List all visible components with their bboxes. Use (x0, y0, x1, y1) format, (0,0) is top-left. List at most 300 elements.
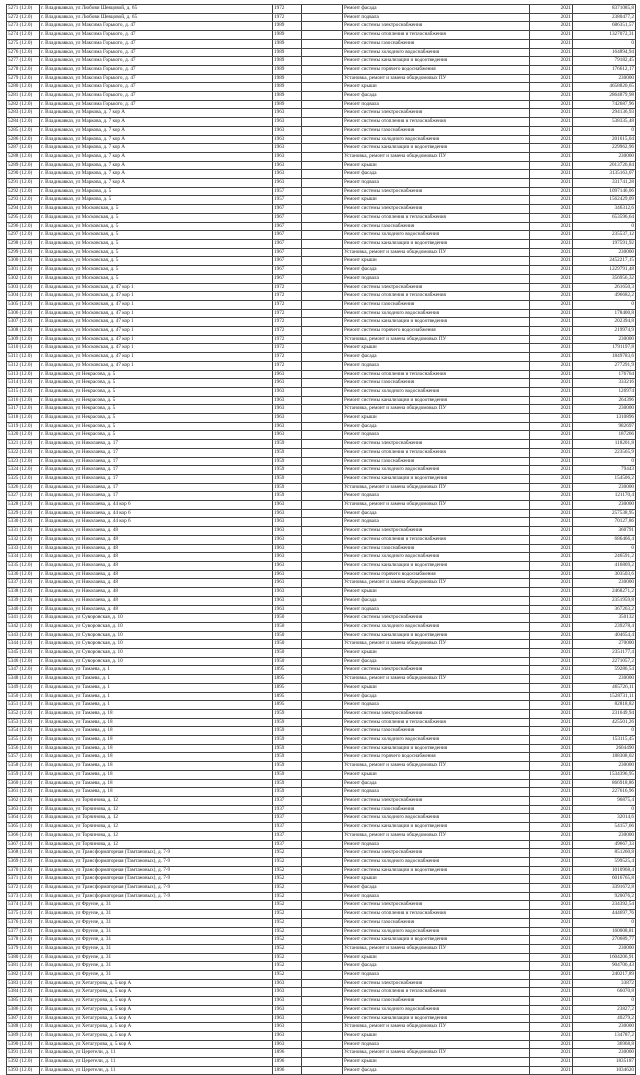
cost-cell: 79443 (573, 466, 636, 475)
address-cell: г. Владикавказ, ул Фрунзе, д. 31 (40, 927, 273, 936)
work-type-cell: Установка, ремонт и замена общедомовых ПУ (343, 501, 530, 510)
address-cell: г. Владикавказ, ул Тамаева, д. 18 (40, 753, 273, 762)
table-row (7, 57, 636, 66)
row-number-cell: 5272 (12.0) (7, 13, 40, 22)
plan-year-cell: 2021 (530, 770, 573, 779)
cost-cell: 1835187 (573, 1058, 636, 1067)
row-number-cell: 5342 (12.0) (7, 622, 40, 631)
cost-cell: 230000 (573, 675, 636, 684)
cost-cell: 331741,28 (573, 179, 636, 188)
empty-cell (302, 205, 343, 214)
cost-cell: 234392,54 (573, 901, 636, 910)
build-year-cell: 1959 (273, 753, 302, 762)
plan-year-cell: 2021 (530, 48, 573, 57)
row-number-cell: 5340 (12.0) (7, 605, 40, 614)
cost-cell: 49667,33 (573, 840, 636, 849)
empty-cell (302, 31, 343, 40)
plan-year-cell: 2021 (530, 1005, 573, 1014)
address-cell: г. Владикавказ, ул Тамаева, д. 18 (40, 718, 273, 727)
cost-cell: 2271057,2 (573, 657, 636, 666)
cost-cell: 2013726,84 (573, 161, 636, 170)
plan-year-cell: 2021 (530, 553, 573, 562)
build-year-cell: 1972 (273, 309, 302, 318)
plan-year-cell: 2021 (530, 527, 573, 536)
work-type-cell: Ремонт системы отопления и теплоснабжения (343, 535, 530, 544)
address-cell: г. Владикавказ, ул Николаева, д. 48 (40, 588, 273, 597)
plan-year-cell: 2021 (530, 562, 573, 571)
plan-year-cell: 2021 (530, 405, 573, 414)
work-type-cell: Ремонт системы газоснабжения (343, 727, 530, 736)
empty-cell (302, 1066, 343, 1075)
cost-cell: 70127,86 (573, 518, 636, 527)
build-year-cell: 1963 (273, 527, 302, 536)
build-year-cell: 1989 (273, 74, 302, 83)
cost-cell: 866918,86 (573, 779, 636, 788)
table-row (7, 379, 636, 388)
address-cell: г. Владикавказ, ул Максима Горького, д. 47 (40, 100, 273, 109)
build-year-cell: 1959 (273, 718, 302, 727)
cost-cell: 2468271,2 (573, 588, 636, 597)
plan-year-cell: 2021 (530, 997, 573, 1006)
table-row (7, 553, 636, 562)
row-number-cell: 5288 (12.0) (7, 152, 40, 161)
build-year-cell: 1957 (273, 196, 302, 205)
cost-cell: 1849783,6 (573, 353, 636, 362)
table-row (7, 74, 636, 83)
row-number-cell: 5357 (12.0) (7, 753, 40, 762)
plan-year-cell: 2021 (530, 857, 573, 866)
table-row (7, 353, 636, 362)
cost-cell: 178400,8 (573, 309, 636, 318)
build-year-cell: 1963 (273, 379, 302, 388)
table-row (7, 849, 636, 858)
address-cell: г. Владикавказ, ул Максима Горького, д. 47 (40, 57, 273, 66)
row-number-cell: 5393 (12.0) (7, 1066, 40, 1075)
row-number-cell: 5319 (12.0) (7, 422, 40, 431)
build-year-cell: 1972 (273, 361, 302, 370)
build-year-cell: 1937 (273, 805, 302, 814)
work-type-cell: Ремонт фасада (343, 657, 530, 666)
row-number-cell: 5285 (12.0) (7, 126, 40, 135)
cost-cell: 1229791,48 (573, 266, 636, 275)
build-year-cell: 1989 (273, 83, 302, 92)
empty-cell (302, 257, 343, 266)
address-cell: г. Владикавказ, ул Николаева, д. 48 (40, 544, 273, 553)
build-year-cell: 1952 (273, 849, 302, 858)
table-row (7, 361, 636, 370)
cost-cell: 0 (573, 997, 636, 1006)
row-number-cell: 5337 (12.0) (7, 579, 40, 588)
cost-cell: 79182,45 (573, 57, 636, 66)
row-number-cell: 5330 (12.0) (7, 518, 40, 527)
build-year-cell: 1963 (273, 997, 302, 1006)
build-year-cell: 1963 (273, 518, 302, 527)
build-year-cell: 1963 (273, 370, 302, 379)
cost-cell: 219974,9 (573, 327, 636, 336)
empty-cell (302, 744, 343, 753)
empty-cell (302, 126, 343, 135)
empty-cell (302, 179, 343, 188)
cost-cell: 367263,2 (573, 605, 636, 614)
cost-cell: 1010968,4 (573, 866, 636, 875)
table-row (7, 179, 636, 188)
table-row (7, 83, 636, 92)
address-cell: г. Владикавказ, ул Максима Горького, д. 47 (40, 83, 273, 92)
build-year-cell: 1967 (273, 239, 302, 248)
empty-cell (302, 527, 343, 536)
table-row (7, 100, 636, 109)
plan-year-cell: 2021 (530, 422, 573, 431)
cost-cell: 176612,17 (573, 65, 636, 74)
plan-year-cell: 2021 (530, 701, 573, 710)
build-year-cell: 1989 (273, 48, 302, 57)
plan-year-cell: 2021 (530, 379, 573, 388)
address-cell: г. Владикавказ, ул Тамаева, д. 18 (40, 779, 273, 788)
build-year-cell: 1950 (273, 614, 302, 623)
empty-cell (302, 239, 343, 248)
work-type-cell: Ремонт системы канализации и водоотведения (343, 144, 530, 153)
address-cell: г. Владикавказ, ул Хетагурова, д. 5 кор А (40, 997, 273, 1006)
work-type-cell: Ремонт подвала (343, 788, 530, 797)
cost-cell: 229962,96 (573, 144, 636, 153)
address-cell: г. Владикавказ, ул Максима Горького, д. 47 (40, 74, 273, 83)
plan-year-cell: 2021 (530, 126, 573, 135)
work-type-cell: Установка, ремонт и замена общедомовых ПУ (343, 1049, 530, 1058)
work-type-cell: Ремонт системы электроснабжения (343, 109, 530, 118)
row-number-cell: 5350 (12.0) (7, 692, 40, 701)
plan-year-cell: 2021 (530, 257, 573, 266)
row-number-cell: 5311 (12.0) (7, 353, 40, 362)
work-type-cell: Ремонт системы электроснабжения (343, 527, 530, 536)
cost-cell: 0 (573, 544, 636, 553)
cost-cell: 231649,94 (573, 709, 636, 718)
empty-cell (302, 300, 343, 309)
empty-cell (302, 1049, 343, 1058)
work-type-cell: Ремонт системы электроснабжения (343, 614, 530, 623)
row-number-cell: 5280 (12.0) (7, 83, 40, 92)
address-cell: г. Владикавказ, ул Николаева, д. 44 кор 6 (40, 518, 273, 527)
plan-year-cell: 2021 (530, 631, 573, 640)
empty-cell (302, 474, 343, 483)
build-year-cell: 1959 (273, 736, 302, 745)
row-number-cell: 5368 (12.0) (7, 849, 40, 858)
address-cell: г. Владикавказ, ул Николаева, д. 48 (40, 527, 273, 536)
row-number-cell: 5282 (12.0) (7, 100, 40, 109)
work-type-cell: Ремонт подвала (343, 892, 530, 901)
address-cell: г. Владикавказ, ул Тамаева, д. 1 (40, 692, 273, 701)
plan-year-cell: 2021 (530, 266, 573, 275)
row-number-cell: 5386 (12.0) (7, 1005, 40, 1014)
address-cell: г. Владикавказ, ул Хетагурова, д. 5 кор А (40, 988, 273, 997)
empty-cell (302, 997, 343, 1006)
address-cell: г. Владикавказ, ул Торчинова, д. 12 (40, 823, 273, 832)
table-row (7, 518, 636, 527)
work-type-cell: Установка, ремонт и замена общедомовых ПУ (343, 762, 530, 771)
row-number-cell: 5299 (12.0) (7, 248, 40, 257)
cost-cell: 8371085,8 (573, 5, 636, 14)
table-row (7, 170, 636, 179)
table-row (7, 675, 636, 684)
work-type-cell: Ремонт системы газоснабжения (343, 126, 530, 135)
row-number-cell: 5326 (12.0) (7, 483, 40, 492)
empty-cell (302, 779, 343, 788)
empty-cell (302, 466, 343, 475)
cost-cell: 227616,96 (573, 788, 636, 797)
cost-cell: 444697,76 (573, 910, 636, 919)
table-row (7, 588, 636, 597)
address-cell: г. Владикавказ, ул Николаева, д. 48 (40, 579, 273, 588)
plan-year-cell: 2021 (530, 910, 573, 919)
build-year-cell: 1952 (273, 944, 302, 953)
row-number-cell: 5312 (12.0) (7, 361, 40, 370)
cost-cell: 346312,6 (573, 205, 636, 214)
build-year-cell: 1963 (273, 588, 302, 597)
cost-cell: 404654,4 (573, 631, 636, 640)
address-cell: г. Владикавказ, ул Маркова, д. 7 кор А (40, 161, 273, 170)
cost-cell: 201615,04 (573, 135, 636, 144)
cost-cell: 303503,6 (573, 570, 636, 579)
work-type-cell: Ремонт подвала (343, 274, 530, 283)
empty-cell (302, 944, 343, 953)
empty-cell (302, 170, 343, 179)
address-cell: г. Владикавказ, ул Тамаева, д. 18 (40, 762, 273, 771)
build-year-cell: 1967 (273, 274, 302, 283)
row-number-cell: 5271 (12.0) (7, 5, 40, 14)
work-type-cell: Ремонт системы холодного водоснабжения (343, 48, 530, 57)
work-type-cell: Ремонт системы электроснабжения (343, 709, 530, 718)
cost-cell: 0 (573, 918, 636, 927)
table-row (7, 31, 636, 40)
work-type-cell: Установка, ремонт и замена общедомовых ПУ (343, 831, 530, 840)
row-number-cell: 5384 (12.0) (7, 988, 40, 997)
table-row (7, 1023, 636, 1032)
empty-cell (302, 553, 343, 562)
row-number-cell: 5329 (12.0) (7, 509, 40, 518)
address-cell: г. Владикавказ, ул Некрасова, д. 5 (40, 370, 273, 379)
table-row (7, 535, 636, 544)
cost-cell: 2452217,15 (573, 257, 636, 266)
row-number-cell: 5308 (12.0) (7, 327, 40, 336)
empty-cell (302, 387, 343, 396)
address-cell: г. Владикавказ, ул Московская, д. 5 (40, 266, 273, 275)
empty-cell (302, 39, 343, 48)
build-year-cell: 1963 (273, 144, 302, 153)
row-number-cell: 5301 (12.0) (7, 266, 40, 275)
empty-cell (302, 875, 343, 884)
cost-cell: 350132 (573, 614, 636, 623)
build-year-cell: 1963 (273, 179, 302, 188)
row-number-cell: 5341 (12.0) (7, 614, 40, 623)
table-row (7, 483, 636, 492)
cost-cell: 3135163,07 (573, 170, 636, 179)
work-type-cell: Ремонт системы холодного водоснабжения (343, 309, 530, 318)
cost-cell: 356956,32 (573, 274, 636, 283)
table-row (7, 257, 636, 266)
address-cell: г. Владикавказ, ул Церетели, д. 11 (40, 1049, 273, 1058)
empty-cell (302, 440, 343, 449)
row-number-cell: 5277 (12.0) (7, 57, 40, 66)
table-row (7, 431, 636, 440)
row-number-cell: 5310 (12.0) (7, 344, 40, 353)
address-cell: г. Владикавказ, ул Фрунзе, д. 31 (40, 944, 273, 953)
plan-year-cell: 2021 (530, 614, 573, 623)
address-cell: г. Владикавказ, ул Московская, д. 47 кор 1 (40, 353, 273, 362)
cost-cell: 0 (573, 457, 636, 466)
address-cell: г. Владикавказ, ул Николаева, д. 17 (40, 440, 273, 449)
build-year-cell: 1896 (273, 1049, 302, 1058)
plan-year-cell: 2021 (530, 944, 573, 953)
table-row (7, 631, 636, 640)
empty-cell (302, 736, 343, 745)
plan-year-cell: 2021 (530, 675, 573, 684)
work-type-cell: Ремонт системы газоснабжения (343, 805, 530, 814)
plan-year-cell: 2021 (530, 248, 573, 257)
table-row (7, 118, 636, 127)
cost-cell: 118201,8 (573, 440, 636, 449)
cost-cell: 66070,8 (573, 988, 636, 997)
row-number-cell: 5281 (12.0) (7, 92, 40, 101)
empty-cell (302, 231, 343, 240)
work-type-cell: Ремонт системы канализации и водоотведения (343, 396, 530, 405)
row-number-cell: 5298 (12.0) (7, 239, 40, 248)
cost-cell: 197591,92 (573, 239, 636, 248)
plan-year-cell: 2021 (530, 918, 573, 927)
row-number-cell: 5358 (12.0) (7, 762, 40, 771)
empty-cell (302, 857, 343, 866)
work-type-cell: Установка, ремонт и замена общедомовых ПУ (343, 335, 530, 344)
work-type-cell: Установка, ремонт и замена общедомовых ПУ (343, 405, 530, 414)
build-year-cell: 1937 (273, 840, 302, 849)
address-cell: г. Владикавказ, ул Московская, д. 5 (40, 222, 273, 231)
build-year-cell: 1937 (273, 831, 302, 840)
build-year-cell: 1952 (273, 875, 302, 884)
plan-year-cell: 2021 (530, 718, 573, 727)
build-year-cell: 1989 (273, 92, 302, 101)
table-row (7, 161, 636, 170)
table-row (7, 509, 636, 518)
row-number-cell: 5306 (12.0) (7, 309, 40, 318)
cost-cell: 465726,11 (573, 683, 636, 692)
address-cell: г. Владикавказ, ул Церетели, д. 11 (40, 1058, 273, 1067)
table-row (7, 440, 636, 449)
build-year-cell: 1989 (273, 100, 302, 109)
row-number-cell: 5363 (12.0) (7, 805, 40, 814)
row-number-cell: 5389 (12.0) (7, 1031, 40, 1040)
build-year-cell: 1972 (273, 327, 302, 336)
address-cell: г. Владикавказ, ул Фрунзе, д. 31 (40, 918, 273, 927)
address-cell: г. Владикавказ, ул Тамаева, д. 18 (40, 709, 273, 718)
build-year-cell: 1972 (273, 292, 302, 301)
table-row (7, 614, 636, 623)
cost-cell: 235537,12 (573, 231, 636, 240)
empty-cell (302, 483, 343, 492)
work-type-cell: Ремонт фасада (343, 962, 530, 971)
build-year-cell: 1896 (273, 1058, 302, 1067)
build-year-cell: 1972 (273, 353, 302, 362)
table-body (7, 5, 636, 1075)
work-type-cell: Ремонт системы газоснабжения (343, 379, 530, 388)
table-row (7, 579, 636, 588)
cost-cell: 160008,81 (573, 927, 636, 936)
table-row (7, 927, 636, 936)
empty-cell (302, 22, 343, 31)
plan-year-cell: 2021 (530, 1014, 573, 1023)
work-type-cell: Ремонт крыши (343, 196, 530, 205)
row-number-cell: 5345 (12.0) (7, 649, 40, 658)
build-year-cell: 1952 (273, 962, 302, 971)
table-row (7, 65, 636, 74)
address-cell: г. Владикавказ, ул Московская, д. 47 кор 1 (40, 361, 273, 370)
row-number-cell: 5321 (12.0) (7, 440, 40, 449)
address-cell: г. Владикавказ, ул Маркова, д. 7 кор А (40, 135, 273, 144)
cost-cell: 176764 (573, 370, 636, 379)
work-type-cell: Ремонт системы холодного водоснабжения (343, 1005, 530, 1014)
empty-cell (302, 335, 343, 344)
build-year-cell: 1963 (273, 579, 302, 588)
build-year-cell: 1963 (273, 152, 302, 161)
work-type-cell: Ремонт подвала (343, 605, 530, 614)
table-row (7, 997, 636, 1006)
work-type-cell: Ремонт подвала (343, 179, 530, 188)
empty-cell (302, 344, 343, 353)
empty-cell (302, 979, 343, 988)
plan-year-cell: 2021 (530, 779, 573, 788)
row-number-cell: 5293 (12.0) (7, 196, 40, 205)
table-row (7, 501, 636, 510)
empty-cell (302, 535, 343, 544)
address-cell: г. Владикавказ, ул Маркова, д. 7 кор А (40, 179, 273, 188)
table-row (7, 718, 636, 727)
build-year-cell: 1963 (273, 605, 302, 614)
work-type-cell: Ремонт крыши (343, 344, 530, 353)
work-type-cell: Ремонт подвала (343, 971, 530, 980)
plan-year-cell: 2021 (530, 596, 573, 605)
row-number-cell: 5380 (12.0) (7, 953, 40, 962)
address-cell: г. Владикавказ, ул Максима Горького, д. 47 (40, 92, 273, 101)
work-type-cell: Ремонт системы электроснабжения (343, 666, 530, 675)
empty-cell (302, 414, 343, 423)
plan-year-cell: 2021 (530, 1058, 573, 1067)
plan-year-cell: 2021 (530, 988, 573, 997)
table-row (7, 318, 636, 327)
cost-cell: 230000 (573, 405, 636, 414)
table-row (7, 596, 636, 605)
cost-cell: 223565,9 (573, 448, 636, 457)
work-type-cell: Ремонт системы электроснабжения (343, 205, 530, 214)
work-type-cell: Ремонт крыши (343, 770, 530, 779)
empty-cell (302, 431, 343, 440)
row-number-cell: 5364 (12.0) (7, 814, 40, 823)
row-number-cell: 5390 (12.0) (7, 1040, 40, 1049)
plan-year-cell: 2021 (530, 640, 573, 649)
build-year-cell: 1963 (273, 509, 302, 518)
row-number-cell: 5355 (12.0) (7, 736, 40, 745)
row-number-cell: 5284 (12.0) (7, 118, 40, 127)
cost-cell: 230000 (573, 1023, 636, 1032)
cost-cell: 1097146,06 (573, 187, 636, 196)
table-row (7, 492, 636, 501)
address-cell: г. Владикавказ, ул Фрунзе, д. 31 (40, 910, 273, 919)
cost-cell: 134787,2 (573, 1031, 636, 1040)
cost-cell: 40279,2 (573, 1014, 636, 1023)
work-type-cell: Ремонт системы горячего водоснабжения (343, 65, 530, 74)
table-row (7, 527, 636, 536)
cost-cell: 230000 (573, 248, 636, 257)
cost-cell: 496682,2 (573, 292, 636, 301)
build-year-cell: 1952 (273, 910, 302, 919)
build-year-cell: 1950 (273, 640, 302, 649)
build-year-cell: 1963 (273, 118, 302, 127)
